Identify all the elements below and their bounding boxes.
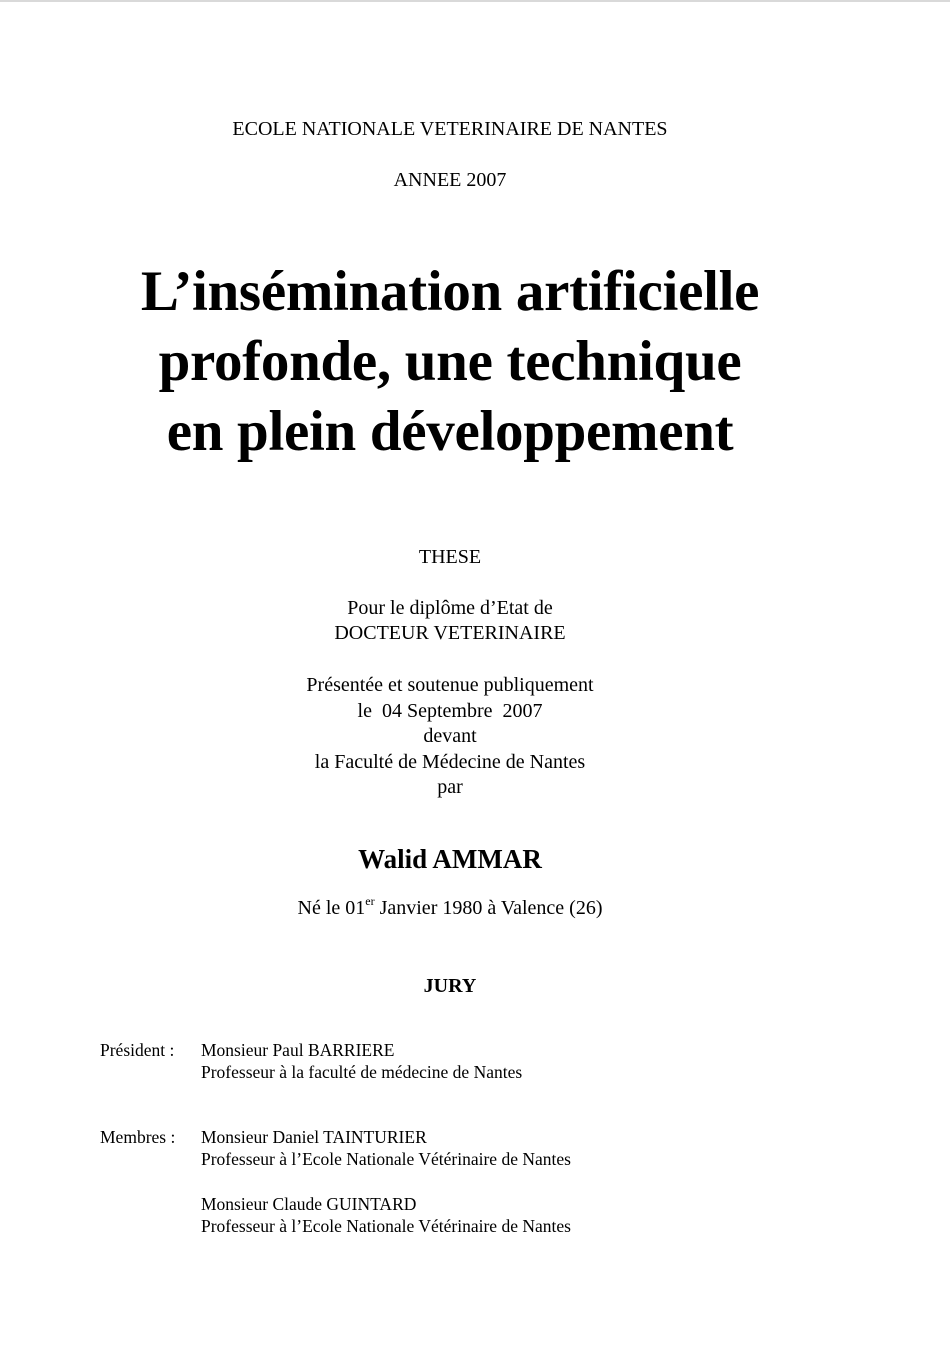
president-label: Président : <box>100 1040 175 1060</box>
presentation-line-1: Présentée et soutenue publiquement <box>306 674 594 696</box>
presentation-line-3: devant <box>423 725 477 748</box>
diploma-line-1: Pour le diplôme d’Etat de <box>347 597 553 619</box>
presentation-line-2: le 04 Septembre 2007 <box>357 699 543 722</box>
birth-prefix: Né le 01 <box>297 897 366 919</box>
presentation-line-4: la Faculté de Médecine de Nantes <box>314 750 586 773</box>
birth-superscript: er <box>365 894 375 908</box>
author-birth-info <box>0 895 900 921</box>
thesis-title-line-3: en plein développement <box>166 400 734 463</box>
academic-year: ANNEE 2007 <box>393 169 507 191</box>
member-2-name: Monsieur Claude GUINTARD <box>201 1194 417 1214</box>
diploma-line-2: DOCTEUR VETERINAIRE <box>334 622 566 644</box>
member-1-name: Monsieur Daniel TAINTURIER <box>201 1127 427 1147</box>
birth-suffix: Janvier 1980 à Valence (26) <box>374 897 603 919</box>
document-type: THESE <box>418 546 482 568</box>
diploma-info <box>0 596 900 646</box>
member-person-2 <box>201 1193 571 1237</box>
thesis-title <box>0 257 900 467</box>
member-person-1 <box>201 1126 571 1170</box>
thesis-title-line-1: L’insémination artificielle <box>140 260 760 323</box>
president-person <box>201 1039 522 1083</box>
presentation-line-5: par <box>437 776 463 799</box>
school-name: ECOLE NATIONALE VETERINAIRE DE NANTES <box>232 118 668 140</box>
presentation-info <box>0 673 900 801</box>
president-name: Monsieur Paul BARRIERE <box>201 1040 395 1060</box>
thesis-title-line-2: profonde, une technique <box>158 330 742 393</box>
member-1-title: Professeur à l’Ecole Nationale Vétérinaire de Nantes <box>201 1149 571 1169</box>
member-2-title: Professeur à l’Ecole Nationale Vétérinaire de Nantes <box>201 1216 571 1236</box>
president-title: Professeur à la faculté de médecine de Nantes <box>201 1062 523 1082</box>
author-name: Walid AMMAR <box>358 844 542 874</box>
jury-heading: JURY <box>423 975 477 997</box>
members-label: Membres : <box>100 1127 176 1147</box>
